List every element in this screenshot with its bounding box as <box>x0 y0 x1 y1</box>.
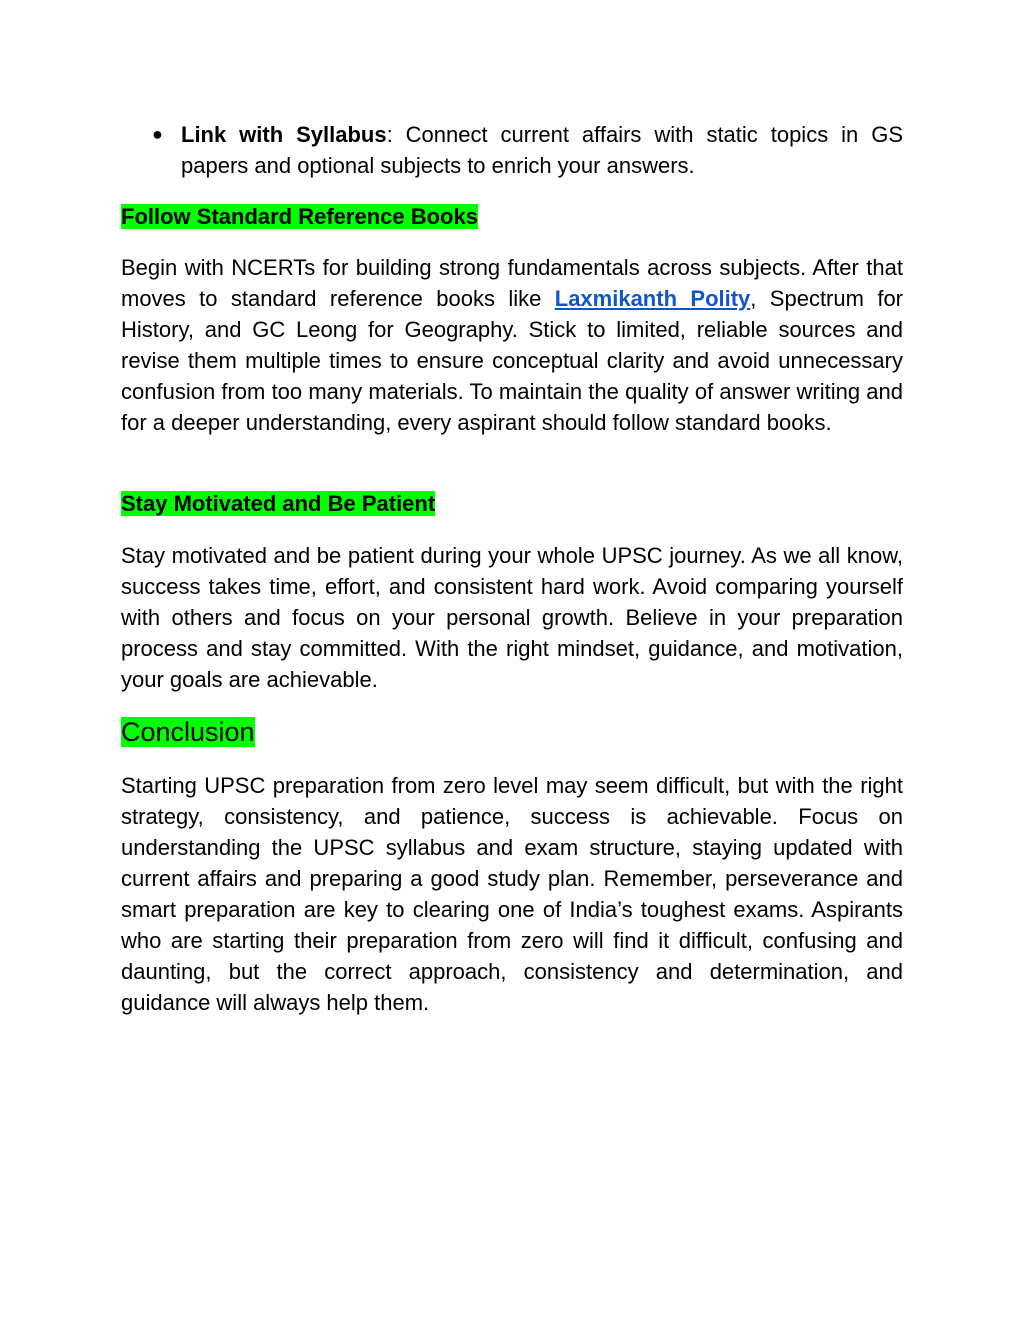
heading-text: Follow Standard Reference Books <box>121 204 478 229</box>
paragraph-conclusion: Starting UPSC preparation from zero level may seem difficult, but with the right strategy, consistency, and patience, success is achievable. Focus on understanding the UPSC syllabus and exam structure, staying updated with current affairs and preparing a good study plan. Remember, perseverance and smart preparation are key to clearing one of India’s toughest exams. Aspirants who are starting their preparation from zero will find it difficult, confusing and daunting, but the correct approach, consistency and determination, and guidance will always help them. <box>121 773 903 1015</box>
heading-reference-books <box>121 201 478 232</box>
heading-text: Stay Motivated and Be Patient <box>121 491 436 516</box>
bullet-item-link-with-syllabus <box>152 119 903 181</box>
heading-conclusion <box>121 715 255 749</box>
bullet-icon: ● <box>152 124 163 144</box>
heading-text: Conclusion <box>121 717 255 747</box>
heading-stay-motivated <box>121 488 435 519</box>
paragraph-reference-books <box>121 252 903 438</box>
bullet-term: Link with Syllabus <box>181 122 387 147</box>
bullet-text: : Connect current affairs with static topics in GS papers and optional subjects to enrich your answers. <box>181 122 903 178</box>
paragraph-text: , Spectrum for History, and GC Leong for Geography. Stick to limited, reliable sources and revise them multiple times to ensure conceptual clarity and avoid unnecessary confusion from too many materials. To maintain the quality of answer writing and for a deeper understanding, every aspirant should follow standard books. <box>121 286 904 435</box>
paragraph-stay-motivated: Stay motivated and be patient during your whole UPSC journey. As we all know, success takes time, effort, and consistent hard work. Avoid comparing yourself with others and focus on your personal growth. Believe in your preparation process and stay committed. With the right mindset, guidance, and motivation, your goals are achievable. <box>121 543 903 692</box>
laxmikanth-polity-link[interactable]: Laxmikanth Polity <box>554 286 751 311</box>
paragraph-text: Begin with NCERTs for building strong fundamentals across subjects. After that moves to standard reference books like <box>121 255 903 311</box>
